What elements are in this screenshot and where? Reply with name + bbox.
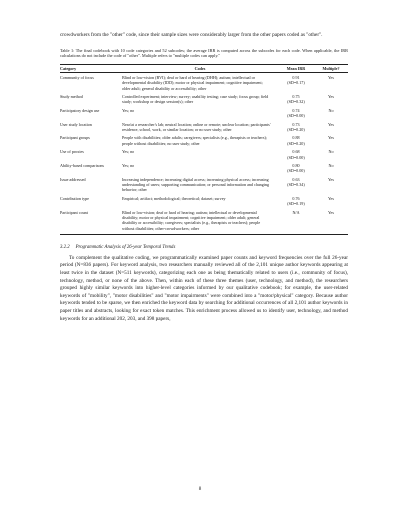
table-row <box>60 148 348 162</box>
mean-value: 0.91 <box>292 75 300 81</box>
row-mean-irr <box>278 161 314 175</box>
row-codes: Empirical; artifact; methodological; theoretical; dataset; survey <box>122 195 226 201</box>
row-mean-irr <box>278 120 314 134</box>
intro-paragraph: crowdworkers from the "other" code, since their sample sizes were considerably larger from the other papers coded as "other". <box>60 32 323 38</box>
table-row <box>60 208 348 234</box>
row-mean-irr <box>278 93 314 107</box>
sd-value: (SD=0.00) <box>287 154 305 160</box>
table-row <box>60 175 348 194</box>
row-category: Study method <box>60 94 83 100</box>
sd-value: (SD=0.00) <box>287 168 305 174</box>
section-number: 3.2.2 <box>60 244 70 250</box>
row-multiple: Yes <box>328 176 334 182</box>
row-multiple: Yes <box>328 135 334 141</box>
header-multiple: Multiple? <box>314 64 348 73</box>
mean-value: 0.74 <box>292 107 300 113</box>
mean-value: 0.80 <box>292 163 300 169</box>
row-category: Participant count <box>60 208 122 234</box>
header-codes: Codes <box>122 64 278 73</box>
table-header-row <box>60 64 348 73</box>
sd-value: (SD=0.20) <box>287 126 305 132</box>
row-mean-irr <box>278 175 314 194</box>
row-codes: Increasing independence; increasing digital access; increasing physical access; increasing understanding of users; supporting communication; or personal information and changing behavior; other <box>122 176 270 193</box>
row-category: Ability-based comparisons <box>60 163 104 169</box>
mean-value: N/A <box>292 209 300 215</box>
row-mean-irr <box>278 148 314 162</box>
row-mean-irr <box>278 73 314 93</box>
page-number: 8 <box>198 487 202 492</box>
row-category: Participant groups <box>60 135 90 141</box>
table-row <box>60 106 348 120</box>
row-category: User study location <box>60 121 92 127</box>
sd-value: (SD=0.19) <box>287 201 305 207</box>
row-mean-irr <box>278 208 314 234</box>
mean-value: 0.63 <box>292 176 300 182</box>
table-caption: Table 1: The final codebook with 10 code categories and 52 subcodes; the average IRR is computed across the subcodes for each code. When applicable, the IRR calculations do not include the code of "other". Multiple refers to "multiple codes can apply." <box>60 47 348 59</box>
row-category: Community of focus <box>60 75 94 81</box>
row-codes: Blind or low-vision (BVI); deaf or hard of hearing (DHH); autism; intellectual or developmental disability (IDD); motor or physical impairment; cognitive impairment; older adult; general disability or accessibility; other <box>122 75 263 91</box>
sd-value: (SD=0.34) <box>287 182 305 188</box>
header-mean-irr: Mean IRR <box>278 64 314 73</box>
header-category: Category <box>60 64 122 73</box>
row-codes: Yes; no <box>122 107 135 113</box>
row-multiple: No <box>328 107 334 113</box>
mean-value: 0.68 <box>292 149 300 155</box>
table-row <box>60 120 348 134</box>
table-body <box>60 73 348 234</box>
row-multiple: Yes <box>328 121 334 127</box>
row-codes: Yes; no <box>122 163 135 169</box>
mean-value: 0.88 <box>292 135 300 141</box>
row-multiple: Yes <box>328 195 334 201</box>
row-multiple: Yes <box>314 208 348 234</box>
row-codes: Controlled experiment; interview; survey; usability testing; case study; focus group; field study; workshop or design session(s); other <box>122 94 269 105</box>
table-row <box>60 93 348 107</box>
table-row <box>60 134 348 148</box>
section-title: Programmatic Analysis of 26-year Temporal Trends <box>75 244 176 250</box>
row-multiple: No <box>328 163 334 169</box>
sd-value: (SD=0.20) <box>287 140 305 146</box>
row-multiple: Yes <box>328 94 334 100</box>
row-category: Issue addressed <box>60 176 86 182</box>
codebook-table <box>60 64 348 235</box>
row-multiple: Yes <box>328 75 334 81</box>
mean-value: 0.76 <box>292 195 300 201</box>
row-multiple: No <box>328 149 334 155</box>
table-row <box>60 194 348 208</box>
row-codes: People with disabilities; older adults; caregivers; specialists (e.g., therapists or teachers); people without disabilities; no user study; other <box>122 135 267 146</box>
body-paragraph: To complement the qualitative coding, we programmatically examined paper counts and keyword frequencies over the full 26-year period (N=836 papers). For keyword analysis, two researchers manually reviewed all of the 2,101 unique author keywords appearing at least twice in the dataset (N=511 keywords), categorizing each one as being thematically related to users (i.e., community of focus), technology, method, or none of the above. Then, within each of these three themes (user, technology, and method), the researchers grouped highly similar keywords into higher-level categories informed by our qualitative codebook; for example, the user-related keywords of "mobility", "motor disabilities" and "motor impairments" were combined into a "motor/physical" category. Because author keywords tended to be sparse, we then enriched the keyword data by searching for additional occurrences of all 2,101 author keywords in paper titles and abstracts, looking for exact token matches. This enrichment process allowed us to identify user, technology, and method keywords for an additional 202, 203, and 398 papers, <box>60 254 348 322</box>
section-heading <box>60 245 348 250</box>
row-category: Contribution type <box>60 195 89 201</box>
table-row <box>60 73 348 93</box>
sd-value: (SD=0.00) <box>287 113 305 119</box>
row-mean-irr <box>278 194 314 208</box>
row-category: Participatory design use <box>60 107 100 113</box>
row-codes: Yes; no <box>122 149 135 155</box>
row-mean-irr <box>278 106 314 120</box>
row-codes: Blind or low-vision; deaf or hard of hearing; autism; intellectual or developmental disability; motor or physical impairment; cognitive impairment; older adult; general disability or accessibility; caregivers; specialists (e.g., therapists or teachers); people without disabilities; other-crowdworkers; other <box>122 208 278 234</box>
table-row <box>60 161 348 175</box>
sd-value: (SD=0.32) <box>287 99 305 105</box>
mean-value: 0.75 <box>292 94 300 100</box>
sd-value: (SD=0.17) <box>287 80 305 86</box>
row-mean-irr <box>278 134 314 148</box>
mean-value: 0.73 <box>292 121 300 127</box>
row-codes: Near/at a researcher's lab; neutral location; online or remote; unclear location; participants' residence, school, work, or similar location; or no user study; other <box>122 121 271 132</box>
row-category: Use of proxies <box>60 149 84 155</box>
